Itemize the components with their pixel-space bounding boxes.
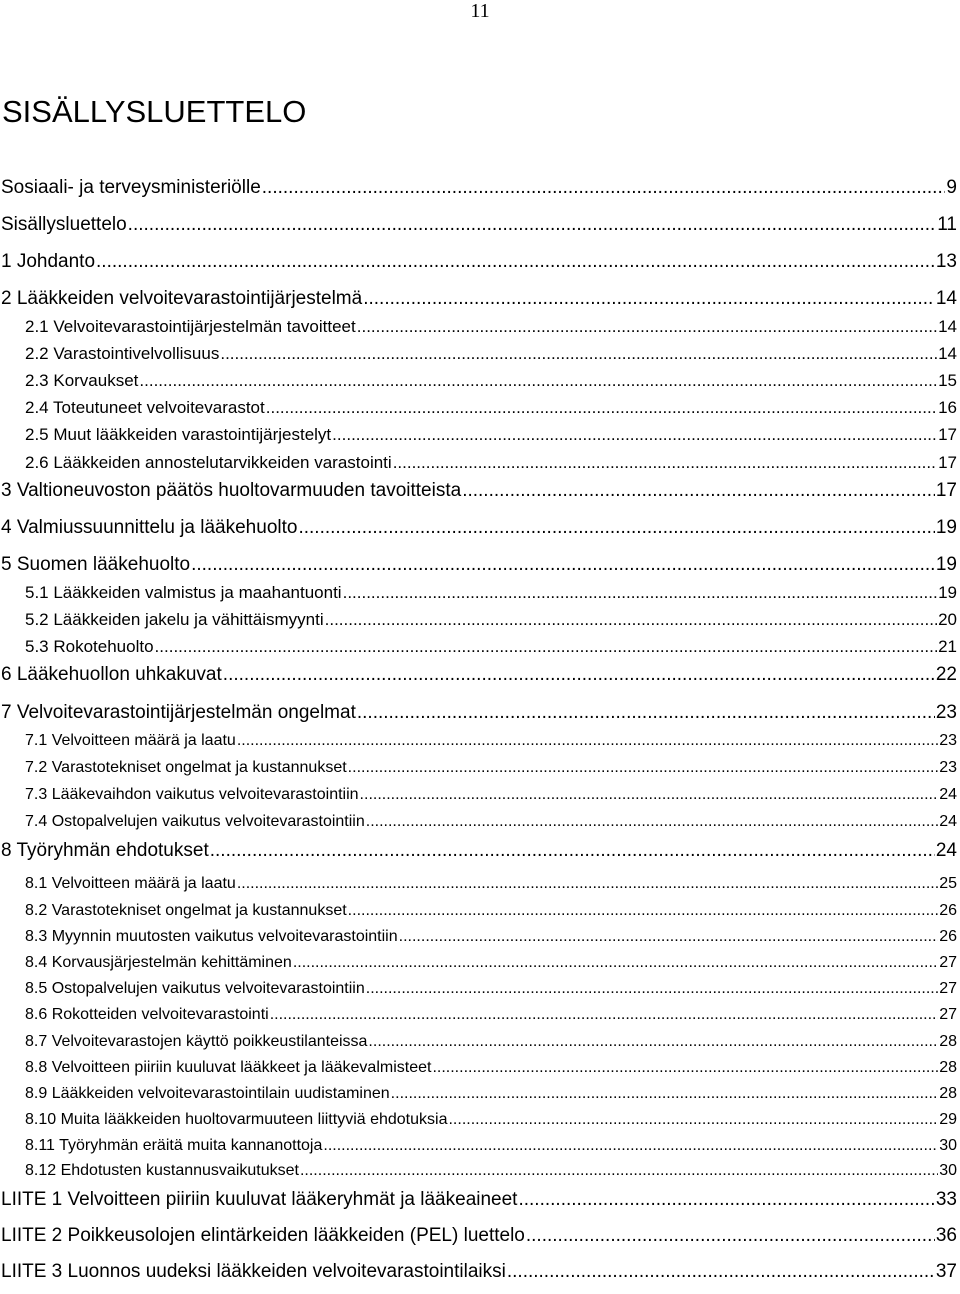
toc-entry-page: 26 [939, 928, 957, 945]
toc-dot-leader [363, 287, 935, 311]
toc-entry-page: 37 [935, 1261, 957, 1282]
toc-entry-page: 25 [939, 875, 957, 892]
toc-entry-page: 16 [938, 398, 957, 417]
toc-entry[interactable] [25, 636, 957, 658]
toc-entry[interactable] [1, 287, 957, 311]
toc-entry-title: 3 Valtioneuvoston päätös huoltovarmuuden tavoitteista [1, 480, 462, 501]
toc-dot-leader [366, 811, 938, 833]
toc-entry-title: 8.11 Työryhmän eräitä muita kannanottoja [25, 1137, 323, 1154]
toc-entry-title: 5.1 Lääkkeiden valmistus ja maahantuonti [25, 583, 342, 602]
toc-dot-leader [432, 1057, 938, 1079]
toc-dot-leader [155, 636, 938, 658]
toc-entry[interactable] [1, 250, 957, 274]
toc-dot-leader [462, 479, 935, 503]
toc-entry-title: 2.3 Korvaukset [25, 371, 139, 390]
toc-dot-leader [223, 663, 935, 687]
toc-dot-leader [139, 370, 937, 392]
toc-dot-leader [270, 1004, 939, 1026]
toc-entry-page: 23 [939, 759, 957, 776]
toc-dot-leader [357, 701, 935, 725]
toc-entry-page: 23 [935, 702, 957, 723]
toc-entry-title: 8.5 Ostopalvelujen vaikutus velvoitevarastointiin [25, 980, 365, 997]
toc-entry-title: 7 Velvoitevarastointijärjestelmän ongelmat [1, 702, 356, 723]
toc-dot-leader [391, 1083, 939, 1105]
toc-entry[interactable] [25, 757, 957, 779]
toc-entry-page: 28 [939, 1059, 957, 1076]
toc-entry-page: 19 [935, 517, 957, 538]
toc-entry[interactable] [1, 663, 957, 687]
toc-dot-leader [300, 1160, 938, 1182]
toc-entry-page: 14 [938, 317, 957, 336]
toc-entry-page: 22 [935, 664, 957, 685]
toc-entry[interactable] [25, 316, 957, 338]
toc-entry[interactable] [25, 1031, 957, 1053]
toc-entry-page: 23 [939, 732, 957, 749]
toc-entry[interactable] [25, 452, 957, 474]
toc-entry-title: 7.4 Ostopalvelujen vaikutus velvoitevarastointiin [25, 813, 365, 830]
toc-entry[interactable] [25, 370, 957, 392]
toc-entry[interactable] [25, 1083, 957, 1105]
toc-entry[interactable] [25, 424, 957, 446]
toc-entry[interactable] [25, 978, 957, 1000]
toc-entry[interactable] [25, 1004, 957, 1026]
toc-entry-page: 15 [938, 371, 957, 390]
toc-entry-page: 33 [935, 1189, 957, 1210]
toc-entry-title: 7.1 Velvoitteen määrä ja laatu [25, 732, 236, 749]
toc-entry[interactable] [25, 1135, 957, 1157]
toc-dot-leader [393, 452, 937, 474]
toc-dot-leader [360, 784, 939, 806]
toc-heading: SISÄLLYSLUETTELO [2, 94, 307, 129]
toc-dot-leader [348, 757, 939, 779]
toc-dot-leader [323, 1135, 938, 1157]
toc-entry-title: 8.6 Rokotteiden velvoitevarastointi [25, 1006, 269, 1023]
toc-dot-leader [332, 424, 937, 446]
toc-entry-title: 5.2 Lääkkeiden jakelu ja vähittäismyynti [25, 610, 324, 629]
toc-dot-leader [237, 730, 938, 752]
toc-entry-page: 17 [938, 425, 957, 444]
toc-dot-leader [128, 213, 937, 237]
toc-entry[interactable] [25, 730, 957, 752]
toc-dot-leader [526, 1224, 935, 1248]
toc-entry-title: 8.10 Muita lääkkeiden huoltovarmuuteen liittyviä ehdotuksia [25, 1111, 448, 1128]
toc-dot-leader [507, 1260, 935, 1284]
toc-entry-page: 26 [939, 902, 957, 919]
toc-dot-leader [343, 582, 937, 604]
toc-entry-page: 27 [939, 980, 957, 997]
toc-entry-page: 14 [935, 288, 957, 309]
toc-entry-page: 17 [938, 453, 957, 472]
toc-entry-page: 29 [939, 1111, 957, 1128]
toc-dot-leader [368, 1031, 938, 1053]
toc-entry-title: 8 Työryhmän ehdotukset [1, 840, 209, 861]
toc-entry-title: 2.1 Velvoitevarastointijärjestelmän tavoitteet [25, 317, 356, 336]
toc-entry[interactable] [25, 784, 957, 806]
toc-dot-leader [366, 978, 938, 1000]
toc-entry[interactable] [25, 1109, 957, 1131]
toc-entry[interactable] [1, 1188, 957, 1212]
toc-entry-title: 1 Johdanto [1, 251, 96, 272]
toc-entry[interactable] [1, 516, 957, 540]
toc-dot-leader [298, 516, 934, 540]
toc-entry-page: 19 [935, 554, 957, 575]
toc-entry-page: 28 [939, 1085, 957, 1102]
toc-entry-title: Sisällysluettelo [1, 214, 127, 235]
toc-dot-leader [348, 900, 939, 922]
toc-dot-leader [220, 343, 937, 365]
toc-entry-page: 20 [938, 610, 957, 629]
toc-entry[interactable] [1, 479, 957, 503]
toc-entry[interactable] [25, 397, 957, 419]
toc-dot-leader [293, 952, 938, 974]
toc-entry-title: LIITE 1 Velvoitteen piiriin kuuluvat lääkeryhmät ja lääkeaineet [1, 1189, 518, 1210]
toc-entry-page: 30 [939, 1137, 957, 1154]
toc-dot-leader [399, 926, 939, 948]
toc-entry[interactable] [25, 609, 957, 631]
toc-dot-leader [210, 839, 935, 863]
toc-entry-page: 11 [937, 214, 957, 235]
toc-dot-leader [237, 873, 938, 895]
toc-entry-title: 5 Suomen lääkehuolto [1, 554, 191, 575]
toc-entry-title: 4 Valmiussuunnittelu ja lääkehuolto [1, 517, 298, 538]
toc-entry-page: 14 [938, 344, 957, 363]
toc-entry[interactable] [1, 213, 957, 237]
toc-entry-page: 28 [939, 1033, 957, 1050]
toc-dot-leader [448, 1109, 938, 1131]
toc-entry[interactable] [25, 900, 957, 922]
toc-entry-title: 7.3 Lääkevaihdon vaikutus velvoitevarastointiin [25, 786, 359, 803]
toc-entry-title: 8.12 Ehdotusten kustannusvaikutukset [25, 1162, 299, 1179]
toc-entry[interactable] [25, 873, 957, 895]
toc-dot-leader [266, 397, 937, 419]
toc-entry-title: 2 Lääkkeiden velvoitevarastointijärjestelmä [1, 288, 363, 309]
toc-dot-leader [518, 1188, 934, 1212]
toc-entry[interactable] [1, 1224, 957, 1248]
toc-entry-page: 27 [939, 954, 957, 971]
toc-entry-page: 24 [935, 840, 957, 861]
toc-entry[interactable] [25, 582, 957, 604]
toc-entry-title: 8.7 Velvoitevarastojen käyttö poikkeustilanteissa [25, 1033, 368, 1050]
toc-entry-title: 6 Lääkehuollon uhkakuvat [1, 664, 222, 685]
toc-entry[interactable] [1, 553, 957, 577]
toc-dot-leader [325, 609, 937, 631]
toc-entry-page: 19 [938, 583, 957, 602]
toc-entry[interactable] [1, 701, 957, 725]
toc-dot-leader [357, 316, 937, 338]
toc-entry-title: 2.6 Lääkkeiden annostelutarvikkeiden varastointi [25, 453, 392, 472]
toc-entry-title: 2.2 Varastointivelvollisuus [25, 344, 220, 363]
toc-entry-page: 36 [935, 1225, 957, 1246]
toc-entry[interactable] [25, 1057, 957, 1079]
toc-entry[interactable] [25, 343, 957, 365]
toc-entry[interactable] [1, 839, 957, 863]
toc-entry-page: 21 [938, 637, 957, 656]
toc-entry-title: 8.3 Myynnin muutosten vaikutus velvoitevarastointiin [25, 928, 398, 945]
toc-entry-title: 8.8 Velvoitteen piiriin kuuluvat lääkkeet ja lääkevalmisteet [25, 1059, 432, 1076]
toc-dot-leader [191, 553, 935, 577]
toc-entry-title: LIITE 3 Luonnos uudeksi lääkkeiden velvoitevarastointilaiksi [1, 1261, 506, 1282]
toc-entry-page: 30 [939, 1162, 957, 1179]
toc-dot-leader [262, 176, 946, 200]
toc-entry-page: 17 [935, 480, 957, 501]
toc-entry-title: 8.9 Lääkkeiden velvoitevarastointilain uudistaminen [25, 1085, 390, 1102]
toc-dot-leader [96, 250, 935, 274]
toc-entry[interactable] [25, 926, 957, 948]
toc-entry-page: 13 [935, 251, 957, 272]
toc-entry[interactable] [25, 952, 957, 974]
toc-entry-title: 2.4 Toteutuneet velvoitevarastot [25, 398, 265, 417]
toc-entry-title: 7.2 Varastotekniset ongelmat ja kustannukset [25, 759, 347, 776]
toc-entry[interactable] [1, 1260, 957, 1284]
toc-entry-title: 8.2 Varastotekniset ongelmat ja kustannukset [25, 902, 347, 919]
toc-entry-page: 24 [939, 786, 957, 803]
toc-entry-title: 8.1 Velvoitteen määrä ja laatu [25, 875, 236, 892]
toc-entry-title: 8.4 Korvausjärjestelmän kehittäminen [25, 954, 292, 971]
toc-entry-title: LIITE 2 Poikkeusolojen elintärkeiden lääkkeiden (PEL) luettelo [1, 1225, 525, 1246]
toc-entry-page: 9 [946, 177, 957, 198]
toc-entry-page: 24 [939, 813, 957, 830]
toc-entry[interactable] [1, 176, 957, 200]
toc-entry-page: 27 [939, 1006, 957, 1023]
toc-entry[interactable] [25, 1160, 957, 1182]
page-number: 11 [470, 0, 490, 22]
toc-entry-title: 5.3 Rokotehuolto [25, 637, 154, 656]
toc-entry[interactable] [25, 811, 957, 833]
toc-entry-title: 2.5 Muut lääkkeiden varastointijärjestelyt [25, 425, 332, 444]
toc-entry-title: Sosiaali- ja terveysministeriölle [1, 177, 261, 198]
